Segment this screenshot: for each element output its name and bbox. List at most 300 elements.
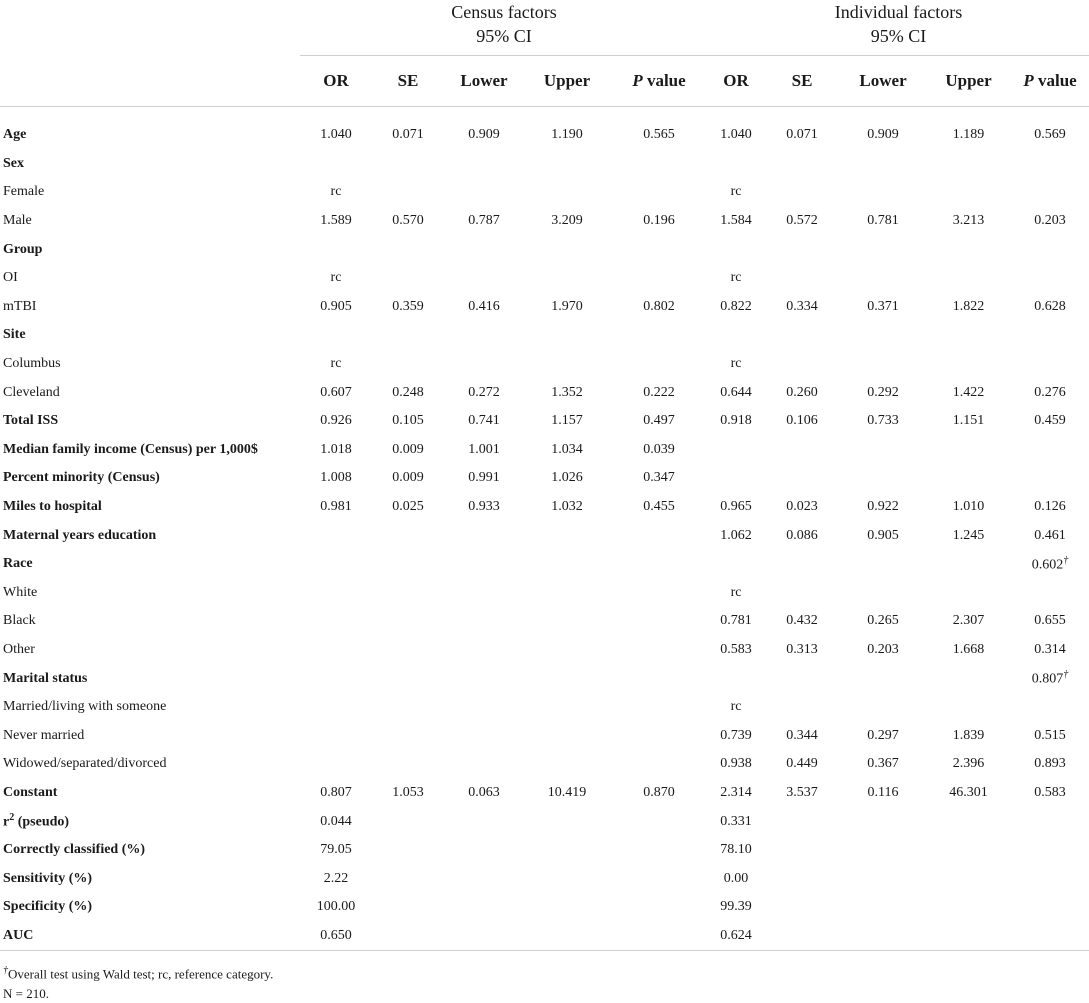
table-row: [0, 636, 1089, 665]
row-label: Site: [3, 327, 26, 343]
census-cell: [372, 836, 444, 865]
row-label: Sensitivity (%): [3, 870, 93, 886]
individual-cell: [840, 321, 926, 350]
table-row: [0, 350, 1089, 379]
census-cell: [524, 150, 610, 179]
census-cell: 0.607: [320, 384, 352, 400]
col-header-se: SE: [764, 56, 840, 107]
individual-cell: [764, 436, 840, 465]
individual-cell: [708, 664, 764, 693]
census-cell: [300, 550, 372, 579]
individual-cell: 1.839: [952, 727, 985, 743]
census-cell: 0.991: [468, 470, 500, 486]
census-cell: rc: [330, 356, 342, 372]
individual-cell: [1011, 321, 1089, 350]
row-label: Percent minority (Census): [3, 470, 160, 486]
census-cell: [444, 178, 524, 207]
census-cell: 3.209: [551, 213, 583, 229]
census-cell: 0.497: [643, 413, 675, 429]
individual-cell: [1011, 807, 1089, 836]
census-cell: 1.190: [551, 127, 583, 143]
individual-cell: 0.334: [786, 298, 818, 314]
census-cell: [444, 521, 524, 550]
census-cell: 1.040: [320, 127, 352, 143]
individual-cell: rc: [730, 699, 742, 715]
individual-cell: 0.909: [867, 127, 899, 143]
individual-cell: 0.922: [867, 499, 899, 515]
col-header-upper: Upper: [926, 56, 1011, 107]
individual-cell: 1.062: [720, 527, 752, 543]
individual-cell: [708, 464, 764, 493]
col-header-upper: Upper: [524, 56, 610, 107]
individual-cell: 0.432: [786, 613, 818, 629]
census-cell: [300, 721, 372, 750]
census-cell: [524, 721, 610, 750]
census-cell: [610, 721, 708, 750]
row-label: Female: [3, 184, 45, 200]
individual-cell: 2.314: [720, 784, 752, 800]
individual-cell: [840, 579, 926, 608]
individual-cell: [926, 436, 1011, 465]
census-cell: 1.053: [392, 784, 424, 800]
census-cell: 0.570: [392, 213, 424, 229]
table-row: [0, 107, 1089, 150]
census-cell: 0.933: [468, 499, 500, 515]
census-cell: 100.00: [316, 899, 356, 915]
census-cell: 0.272: [468, 384, 500, 400]
census-cell: [300, 235, 372, 264]
individual-cell: 2.307: [952, 613, 985, 629]
census-cell: [372, 693, 444, 722]
individual-cell: 0.203: [1034, 213, 1066, 229]
individual-cell: [926, 693, 1011, 722]
individual-cell: rc: [730, 270, 742, 286]
col-header-se: SE: [372, 56, 444, 107]
individual-cell: 0.602†: [1031, 554, 1069, 573]
col-header-lower: Lower: [444, 56, 524, 107]
census-cell: [300, 150, 372, 179]
census-cell: 2.22: [323, 870, 349, 886]
census-group-header: Census factors 95% CI: [451, 2, 557, 46]
row-label: Correctly classified (%): [3, 842, 146, 858]
individual-cell: 0.086: [786, 527, 818, 543]
individual-cell: 0.371: [867, 298, 899, 314]
individual-cell: 0.292: [867, 384, 899, 400]
individual-cell: [764, 321, 840, 350]
census-cell: rc: [330, 270, 342, 286]
individual-cell: [840, 922, 926, 951]
table-row: [0, 721, 1089, 750]
census-cell: 1.034: [551, 441, 583, 457]
census-cell: [610, 150, 708, 179]
census-cell: [372, 264, 444, 293]
individual-cell: rc: [730, 184, 742, 200]
col-header-or: OR: [300, 56, 372, 107]
census-cell: 0.359: [392, 298, 424, 314]
individual-cell: 0.781: [867, 213, 899, 229]
census-cell: [444, 922, 524, 951]
census-cell: [444, 579, 524, 608]
individual-cell: 0.569: [1034, 127, 1066, 143]
census-cell: [610, 579, 708, 608]
individual-cell: 1.584: [720, 213, 752, 229]
table-body: [0, 107, 1089, 951]
census-cell: [300, 636, 372, 665]
census-cell: [444, 607, 524, 636]
individual-cell: 0.265: [867, 613, 899, 629]
individual-cell: [840, 864, 926, 893]
individual-cell: [840, 235, 926, 264]
individual-cell: [840, 893, 926, 922]
census-cell: 0.009: [392, 441, 424, 457]
census-cell: [610, 664, 708, 693]
census-cell: [372, 178, 444, 207]
census-cell: 0.039: [643, 441, 675, 457]
census-cell: [444, 664, 524, 693]
individual-cell: 0.938: [720, 756, 752, 772]
individual-cell: [840, 836, 926, 865]
census-cell: [610, 178, 708, 207]
census-cell: [372, 807, 444, 836]
individual-cell: [764, 350, 840, 379]
census-cell: [444, 150, 524, 179]
census-cell: [524, 664, 610, 693]
census-cell: [610, 750, 708, 779]
individual-cell: [708, 235, 764, 264]
individual-cell: [926, 836, 1011, 865]
census-cell: 0.063: [468, 784, 500, 800]
census-cell: [610, 321, 708, 350]
individual-group-header: Individual factors 95% CI: [834, 2, 963, 46]
census-cell: 0.071: [392, 127, 424, 143]
census-cell: [444, 721, 524, 750]
census-cell: 0.905: [320, 298, 352, 314]
col-header-or: OR: [708, 56, 764, 107]
census-cell: 0.909: [468, 127, 500, 143]
census-cell: [372, 350, 444, 379]
row-label: Other: [3, 641, 35, 657]
individual-cell: [1011, 922, 1089, 951]
individual-cell: [764, 550, 840, 579]
individual-cell: 46.301: [949, 784, 988, 800]
individual-cell: [840, 150, 926, 179]
census-cell: [444, 807, 524, 836]
individual-cell: rc: [730, 584, 742, 600]
table-row: [0, 150, 1089, 179]
individual-cell: [764, 150, 840, 179]
individual-cell: [764, 264, 840, 293]
individual-cell: [708, 436, 764, 465]
individual-cell: [926, 922, 1011, 951]
row-label: AUC: [0, 922, 300, 951]
census-cell: [300, 607, 372, 636]
individual-cell: 0.276: [1034, 384, 1066, 400]
individual-cell: 1.010: [952, 499, 985, 515]
row-label: Black: [3, 613, 36, 629]
individual-cell: 0.126: [1034, 499, 1066, 515]
census-cell: [610, 922, 708, 951]
census-cell: [444, 636, 524, 665]
census-cell: 0.565: [643, 127, 675, 143]
census-cell: 0.196: [643, 213, 675, 229]
census-cell: [610, 693, 708, 722]
table-row: [0, 264, 1089, 293]
census-cell: [610, 864, 708, 893]
census-cell: 0.416: [468, 298, 500, 314]
row-label: Miles to hospital: [3, 499, 102, 515]
individual-cell: 0.515: [1034, 727, 1066, 743]
individual-cell: [926, 178, 1011, 207]
census-cell: [610, 550, 708, 579]
census-cell: [372, 864, 444, 893]
row-label: Columbus: [3, 356, 61, 372]
census-cell: [444, 693, 524, 722]
census-cell: [300, 693, 372, 722]
census-cell: 1.157: [551, 413, 583, 429]
individual-cell: 0.583: [1034, 784, 1066, 800]
census-cell: [610, 636, 708, 665]
individual-cell: [1011, 836, 1089, 865]
individual-cell: 0.459: [1034, 413, 1066, 429]
column-header-row: [0, 56, 1089, 107]
individual-cell: [764, 178, 840, 207]
census-cell: [372, 550, 444, 579]
census-cell: [444, 264, 524, 293]
individual-cell: [764, 693, 840, 722]
census-cell: [524, 864, 610, 893]
census-cell: [444, 836, 524, 865]
census-cell: [524, 579, 610, 608]
table-row: [0, 807, 1089, 836]
individual-cell: [840, 350, 926, 379]
census-cell: 1.008: [320, 470, 352, 486]
row-label: Group: [3, 241, 43, 257]
census-cell: 0.025: [392, 499, 424, 515]
census-cell: rc: [330, 184, 342, 200]
individual-cell: [926, 664, 1011, 693]
individual-cell: [840, 464, 926, 493]
census-cell: [610, 607, 708, 636]
individual-cell: 0.203: [867, 641, 899, 657]
table-row: [0, 779, 1089, 808]
individual-cell: [926, 550, 1011, 579]
row-label: Male: [3, 213, 32, 229]
row-label: Age: [3, 127, 27, 143]
individual-cell: 0.965: [720, 499, 752, 515]
census-cell: [610, 836, 708, 865]
row-label: Marital status: [3, 670, 88, 686]
individual-cell: [926, 350, 1011, 379]
individual-cell: [840, 436, 926, 465]
census-cell: [524, 321, 610, 350]
individual-cell: 0.583: [720, 641, 752, 657]
row-label: Race: [3, 556, 33, 572]
individual-cell: 0.628: [1034, 298, 1066, 314]
census-cell: [300, 321, 372, 350]
individual-cell: 0.297: [867, 727, 899, 743]
individual-cell: 1.422: [952, 384, 985, 400]
individual-cell: [926, 264, 1011, 293]
individual-cell: [1011, 350, 1089, 379]
individual-cell: 0.314: [1034, 641, 1066, 657]
individual-cell: [840, 664, 926, 693]
table-row: [0, 864, 1089, 893]
census-cell: [300, 521, 372, 550]
census-cell: [524, 264, 610, 293]
individual-cell: 3.213: [952, 213, 985, 229]
individual-cell: 0.739: [720, 727, 752, 743]
census-cell: [524, 607, 610, 636]
census-cell: 0.741: [468, 413, 500, 429]
individual-cell: [1011, 893, 1089, 922]
row-label: Never married: [3, 727, 85, 743]
col-header-pvalue: P value: [610, 56, 708, 107]
individual-cell: [1011, 464, 1089, 493]
individual-cell: [708, 321, 764, 350]
census-cell: [444, 864, 524, 893]
table-row: [0, 693, 1089, 722]
census-cell: [524, 693, 610, 722]
census-cell: [524, 521, 610, 550]
individual-cell: [764, 836, 840, 865]
individual-cell: [926, 464, 1011, 493]
individual-cell: 0.071: [786, 127, 818, 143]
individual-cell: [764, 864, 840, 893]
census-cell: [610, 264, 708, 293]
individual-cell: 0.918: [720, 413, 752, 429]
individual-cell: 99.39: [720, 899, 752, 915]
table-row: [0, 493, 1089, 522]
census-cell: [524, 636, 610, 665]
census-cell: [372, 636, 444, 665]
individual-cell: [926, 864, 1011, 893]
individual-cell: 0.106: [786, 413, 818, 429]
table-row: [0, 407, 1089, 436]
table-row: [0, 550, 1089, 579]
individual-cell: 3.537: [786, 784, 818, 800]
individual-cell: [840, 693, 926, 722]
census-cell: [300, 579, 372, 608]
table-row: [0, 893, 1089, 922]
individual-cell: 2.396: [952, 756, 985, 772]
individual-cell: 0.00: [723, 870, 749, 886]
individual-cell: [1011, 264, 1089, 293]
row-label: $r^2$ (pseudo): [3, 812, 70, 830]
individual-cell: 0.023: [786, 499, 818, 515]
table-row: [0, 521, 1089, 550]
census-cell: [610, 807, 708, 836]
individual-cell: [1011, 150, 1089, 179]
table-row: [0, 436, 1089, 465]
census-cell: 0.044: [320, 813, 352, 829]
census-cell: 1.352: [551, 384, 583, 400]
individual-cell: [926, 579, 1011, 608]
census-cell: [444, 235, 524, 264]
individual-cell: 0.893: [1034, 756, 1066, 772]
row-label: Sex: [3, 155, 24, 171]
census-cell: 0.105: [392, 413, 424, 429]
row-label: Cleveland: [3, 384, 60, 400]
census-cell: [300, 750, 372, 779]
individual-cell: 1.151: [952, 413, 985, 429]
individual-cell: 0.344: [786, 727, 818, 743]
individual-cell: [764, 922, 840, 951]
census-cell: 10.419: [547, 784, 587, 800]
census-cell: [372, 150, 444, 179]
census-cell: [524, 350, 610, 379]
individual-cell: [840, 550, 926, 579]
individual-cell: 0.781: [720, 613, 752, 629]
census-cell: 1.970: [551, 298, 583, 314]
census-cell: 0.248: [392, 384, 424, 400]
census-cell: 1.032: [551, 499, 583, 515]
census-cell: [524, 836, 610, 865]
individual-cell: 0.572: [786, 213, 818, 229]
individual-cell: [708, 550, 764, 579]
census-cell: [372, 664, 444, 693]
individual-cell: 1.822: [952, 298, 985, 314]
census-cell: [444, 321, 524, 350]
census-cell: [444, 893, 524, 922]
census-cell: [372, 521, 444, 550]
individual-cell: 0.331: [720, 813, 752, 829]
col-header-lower: Lower: [840, 56, 926, 107]
census-cell: [610, 235, 708, 264]
census-cell: [524, 750, 610, 779]
census-cell: [372, 922, 444, 951]
table-header: [0, 0, 1089, 107]
census-cell: [372, 579, 444, 608]
table-row: [0, 750, 1089, 779]
table-row: [0, 836, 1089, 865]
table-row: [0, 235, 1089, 264]
census-cell: 1.018: [320, 441, 352, 457]
row-label: Total ISS: [3, 413, 59, 429]
census-cell: 0.347: [643, 470, 675, 486]
individual-cell: 0.260: [786, 384, 818, 400]
census-cell: [372, 750, 444, 779]
census-cell: [372, 893, 444, 922]
census-cell: 1.001: [468, 441, 500, 457]
row-label: Widowed/separated/divorced: [3, 756, 167, 772]
row-label: Married/living with someone: [3, 699, 167, 715]
individual-cell: [764, 235, 840, 264]
individual-cell: [1011, 579, 1089, 608]
row-label: Specificity (%): [3, 899, 93, 915]
table-row: [0, 178, 1089, 207]
table-row: [0, 607, 1089, 636]
census-cell: 79.05: [320, 842, 352, 858]
census-cell: [444, 550, 524, 579]
individual-cell: 78.10: [720, 842, 752, 858]
individual-cell: 0.733: [867, 413, 899, 429]
census-cell: 1.026: [551, 470, 583, 486]
census-cell: [524, 893, 610, 922]
individual-cell: [764, 579, 840, 608]
census-cell: [524, 235, 610, 264]
census-cell: 0.455: [643, 499, 675, 515]
individual-cell: [1011, 178, 1089, 207]
census-cell: [444, 750, 524, 779]
census-cell: 0.802: [643, 298, 675, 314]
row-label: White: [3, 584, 38, 600]
table-row: [0, 207, 1089, 236]
table-row: [0, 293, 1089, 322]
individual-cell: 1.668: [952, 641, 985, 657]
table-row: [0, 378, 1089, 407]
table-row: [0, 922, 1089, 951]
census-cell: 1.589: [320, 213, 352, 229]
